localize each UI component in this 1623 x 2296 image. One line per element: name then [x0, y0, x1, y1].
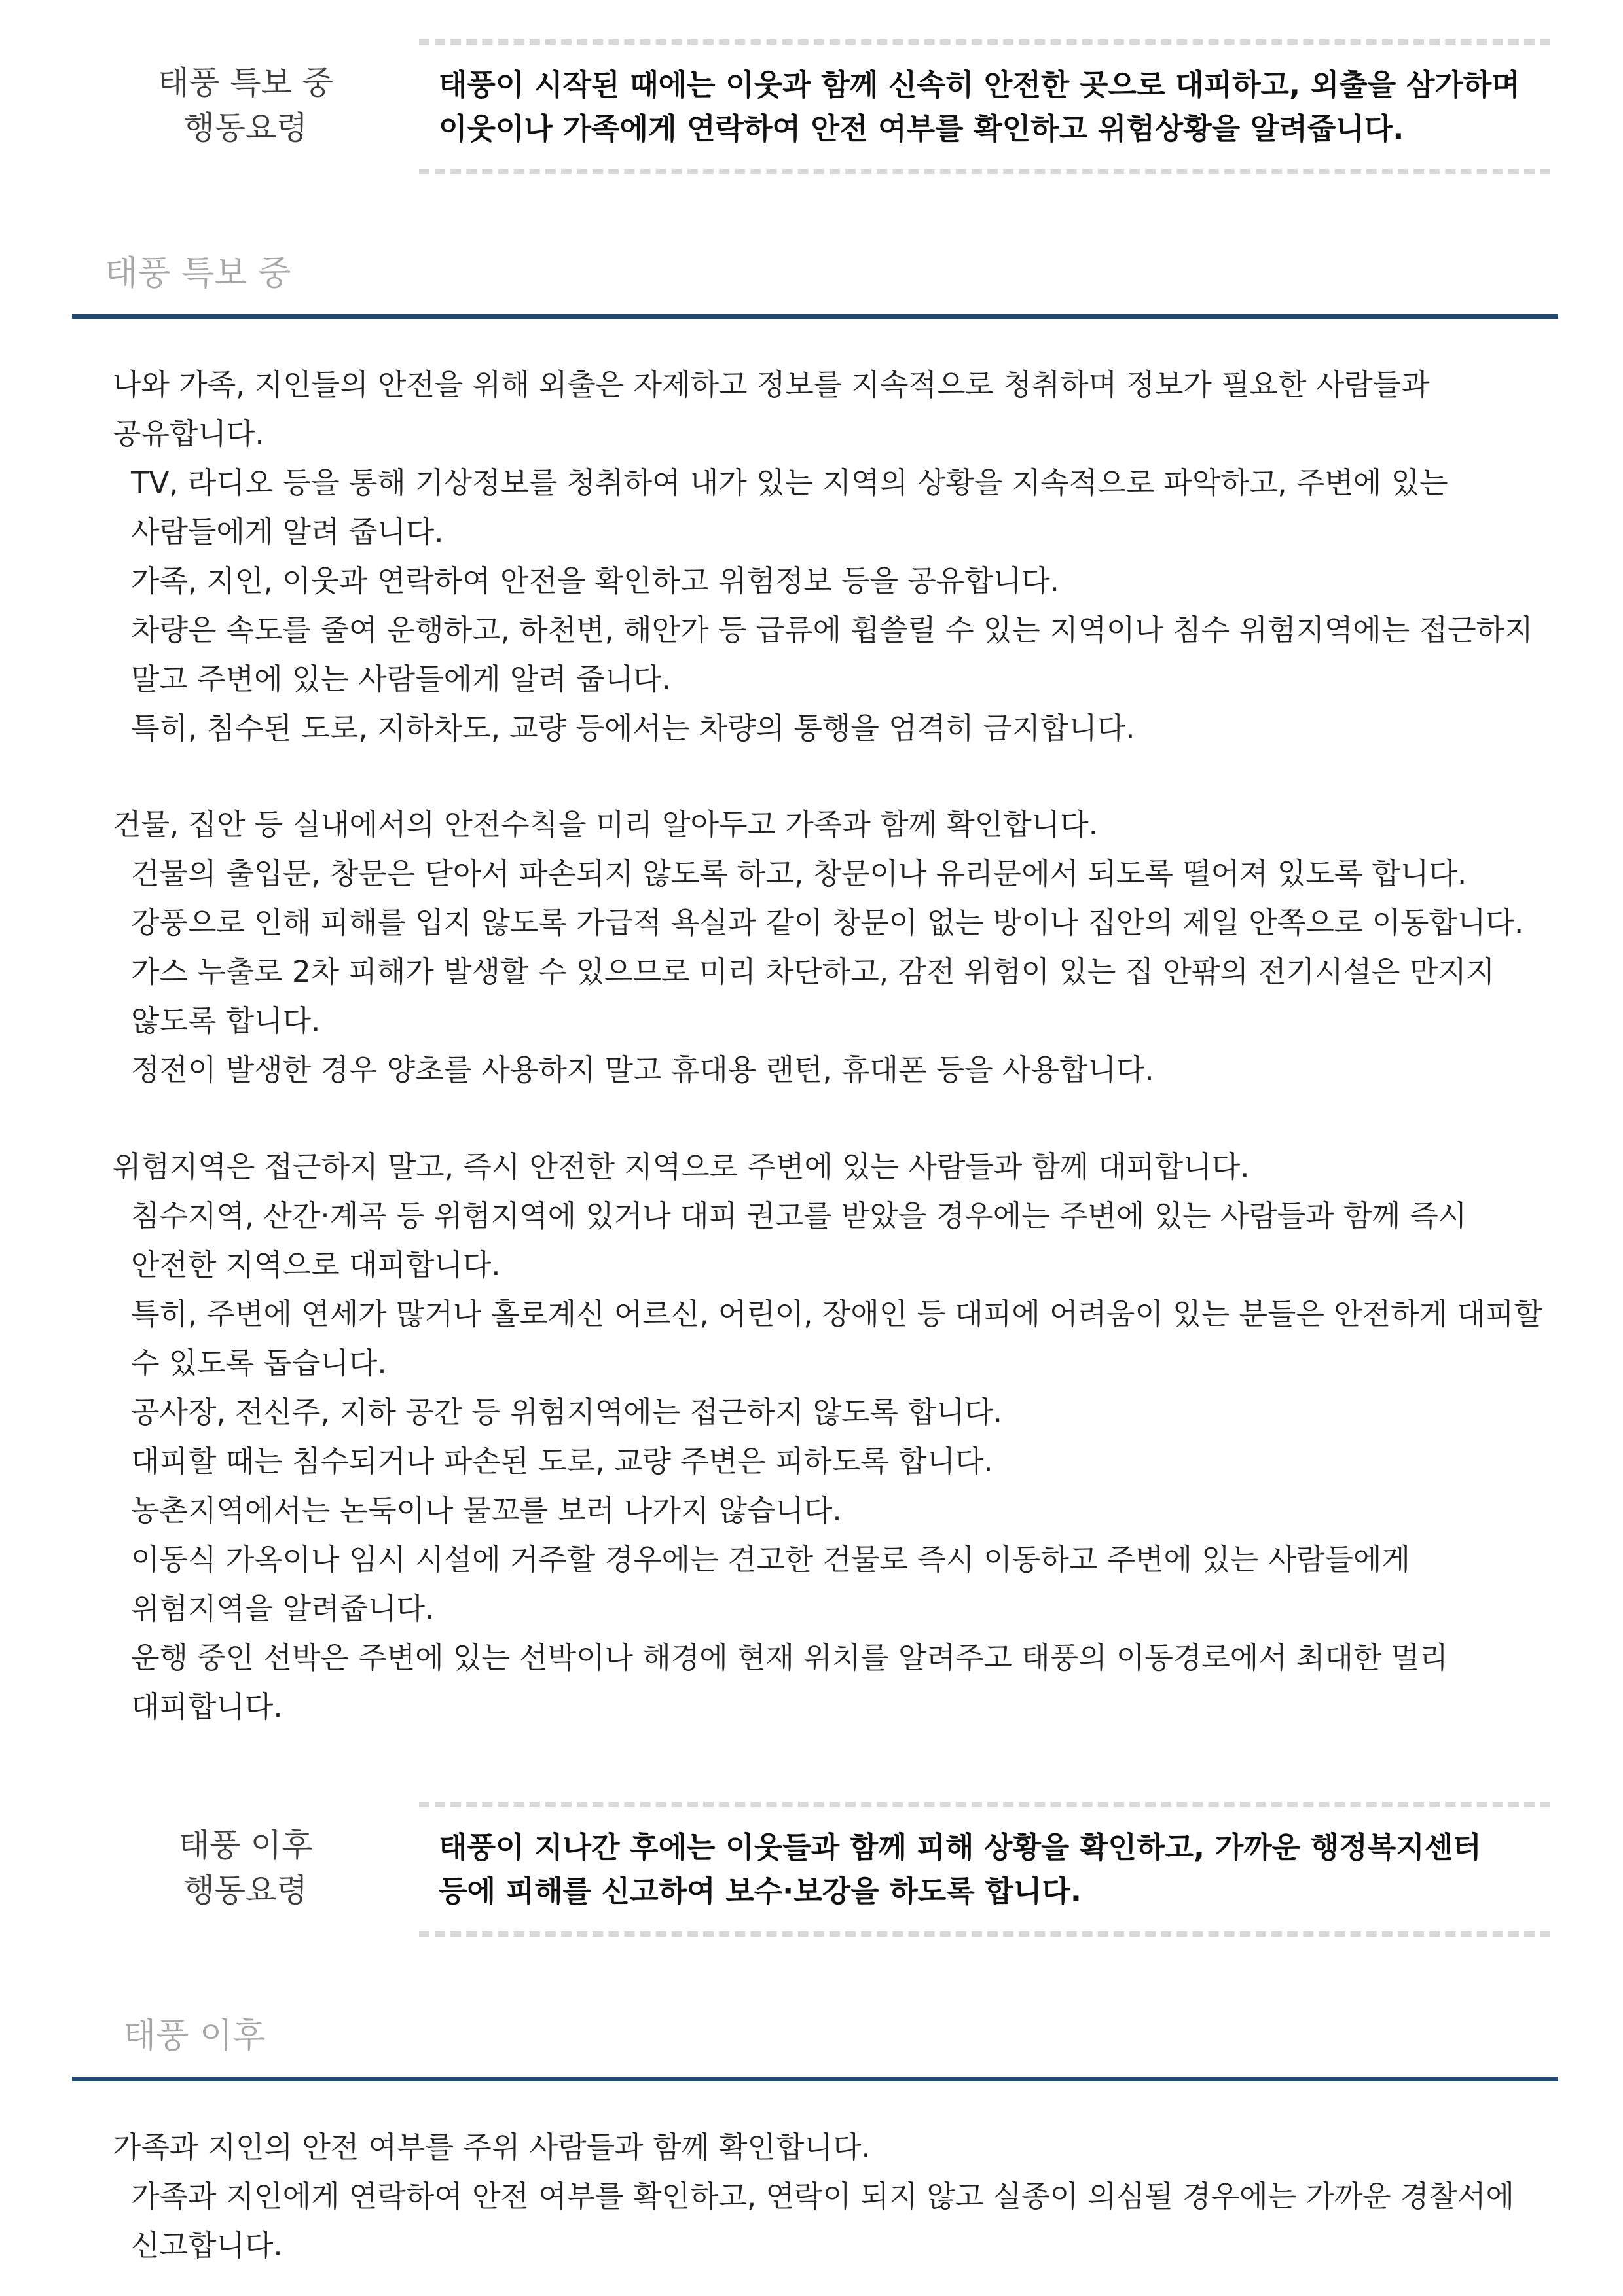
list-item: 수 있도록 돕습니다. — [131, 1346, 387, 1380]
callout-label-line: 행동요령 — [183, 109, 308, 147]
callout-label-line: 태풍 특보 중 — [158, 64, 333, 101]
list-item: 운행 중인 선박은 주변에 있는 선박이나 해경에 현재 위치를 알려주고 태풍의 이동경로에서 최대한 멀리 — [131, 1640, 1448, 1675]
section-rule — [72, 314, 1558, 319]
callout-label — [124, 1823, 367, 1913]
list-item: 위험지역을 알려줍니다. — [131, 1591, 435, 1626]
list-item: TV, 라디오 등을 통해 기상정보를 청취하여 내가 있는 지역의 상황을 지속적으로 파악하고, 주변에 있는 — [131, 465, 1448, 500]
callout-summary-line: 등에 피해를 신고하여 보수·보강을 하도록 합니다. — [439, 1874, 1082, 1909]
block-lead-line: 공유합니다. — [113, 416, 264, 451]
callout-summary-box — [419, 39, 1550, 174]
list-item: 강풍으로 인해 피해를 입지 않도록 가급적 욕실과 같이 창문이 없는 방이나 집안의 제일 안쪽으로 이동합니다. — [131, 905, 1524, 940]
callout-summary-box — [419, 1802, 1550, 1937]
list-item: 신고합니다. — [131, 2228, 283, 2263]
list-item: 건물의 출입문, 창문은 닫아서 파손되지 않도록 하고, 창문이나 유리문에서 되도록 떨어져 있도록 합니다. — [131, 856, 1467, 891]
block-lead-line: 건물, 집안 등 실내에서의 안전수칙을 미리 알아두고 가족과 함께 확인합니다. — [113, 807, 1098, 842]
list-item: 가스 누출로 2차 피해가 발생할 수 있으므로 미리 차단하고, 감전 위험이 있는 집 안팎의 전기시설은 만지지 — [131, 954, 1495, 989]
callout-summary — [439, 1825, 1550, 1913]
section-rule — [72, 2077, 1558, 2081]
callout-summary — [439, 63, 1550, 151]
block-lead-line: 위험지역은 접근하지 말고, 즉시 안전한 지역으로 주변에 있는 사람들과 함께 대피합니다. — [113, 1149, 1250, 1184]
list-item: 이동식 가옥이나 임시 시설에 거주할 경우에는 견고한 건물로 즉시 이동하고 주변에 있는 사람들에게 — [131, 1542, 1410, 1577]
block-lead-line: 가족과 지인의 안전 여부를 주위 사람들과 함께 확인합니다. — [113, 2130, 871, 2164]
block-lead — [113, 1142, 1573, 1191]
list-item: 특히, 주변에 연세가 많거나 홀로계신 어르신, 어린이, 장애인 등 대피에 어려움이 있는 분들은 안전하게 대피할 — [131, 1297, 1542, 1331]
list-item: 대피합니다. — [131, 1689, 283, 1724]
block-lead — [113, 2123, 1573, 2172]
list-item: 안전한 지역으로 대피합니다. — [131, 1247, 501, 1282]
list-item: 가족, 지인, 이웃과 연락하여 안전을 확인하고 위험정보 등을 공유합니다. — [131, 564, 1059, 598]
callout-summary-line: 태풍이 시작된 때에는 이웃과 함께 신속히 안전한 곳으로 대피하고, 외출을 삼가하며 — [439, 67, 1520, 102]
block-item-list — [113, 458, 1573, 753]
list-item: 사람들에게 알려 줍니다. — [131, 514, 444, 549]
block-lead — [113, 360, 1573, 458]
list-item: 농촌지역에서는 논둑이나 물꼬를 보러 나가지 않습니다. — [131, 1493, 842, 1528]
list-item: 대피할 때는 침수되거나 파손된 도로, 교량 주변은 피하도록 합니다. — [131, 1444, 993, 1479]
list-item: 않도록 합니다. — [131, 1003, 321, 1038]
list-item: 말고 주변에 있는 사람들에게 알려 줍니다. — [131, 662, 671, 696]
list-item: 정전이 발생한 경우 양초를 사용하지 말고 휴대용 랜턴, 휴대폰 등을 사용합니다. — [131, 1052, 1154, 1087]
section-title: 태풍 이후 — [123, 2017, 266, 2056]
callout-summary-line: 이웃이나 가족에게 연락하여 안전 여부를 확인하고 위험상황을 알려줍니다. — [439, 111, 1404, 146]
section-title: 태풍 특보 중 — [105, 254, 291, 293]
callout-label-line: 태풍 이후 — [178, 1827, 313, 1864]
callout-label-line: 행동요령 — [183, 1872, 308, 1909]
block-lead — [113, 800, 1573, 849]
callout-after-typhoon — [0, 1802, 1623, 1939]
list-item: 특히, 침수된 도로, 지하차도, 교량 등에서는 차량의 통행을 엄격히 금지합니다. — [131, 711, 1135, 745]
list-item: 공사장, 전신주, 지하 공간 등 위험지역에는 접근하지 않도록 합니다. — [131, 1395, 1003, 1429]
section-heading-typhoon-warning — [72, 249, 1558, 324]
content-block-stay-informed — [113, 360, 1573, 753]
block-item-list — [113, 849, 1573, 1094]
list-item: 침수지역, 산간·계곡 등 위험지역에 있거나 대피 권고를 받았을 경우에는 주변에 있는 사람들과 함께 즉시 — [131, 1198, 1467, 1233]
callout-label — [124, 60, 367, 151]
callout-summary-line: 태풍이 지나간 후에는 이웃들과 함께 피해 상황을 확인하고, 가까운 행정복지센터 — [439, 1830, 1482, 1865]
content-block-evacuate — [113, 1142, 1573, 1731]
block-item-list — [113, 1191, 1573, 1731]
list-item: 차량은 속도를 줄여 운행하고, 하천변, 해안가 등 급류에 휩쓸릴 수 있는 지역이나 침수 위험지역에는 접근하지 — [131, 613, 1533, 647]
content-block-indoor-safety — [113, 800, 1573, 1094]
block-item-list — [113, 2172, 1573, 2270]
section-heading-after-typhoon — [72, 2011, 1558, 2087]
content-block-check-safety — [113, 2123, 1573, 2270]
block-lead-line: 나와 가족, 지인들의 안전을 위해 외출은 자제하고 정보를 지속적으로 청취하며 정보가 필요한 사람들과 — [113, 367, 1430, 402]
list-item: 가족과 지인에게 연락하여 안전 여부를 확인하고, 연락이 되지 않고 실종이 의심될 경우에는 가까운 경찰서에 — [131, 2179, 1514, 2214]
callout-typhoon-warning — [0, 39, 1623, 177]
